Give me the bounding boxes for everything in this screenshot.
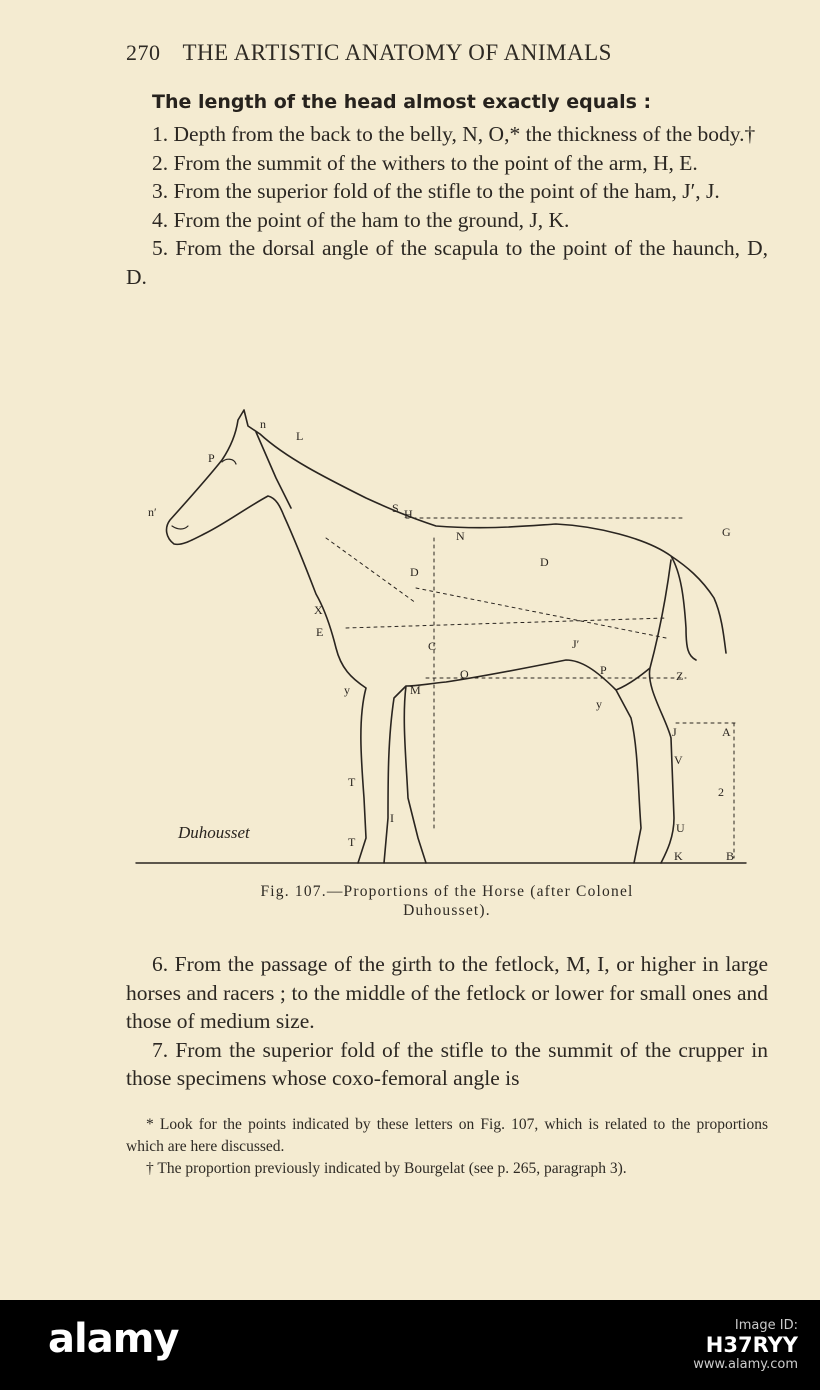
image-id-block (693, 1318, 798, 1372)
label-L: L (296, 429, 304, 443)
artist-signature: Duhousset (178, 823, 250, 842)
horse-proportions-figure (126, 398, 768, 870)
label-T: T (348, 775, 356, 789)
proportion-item-1: 1. Depth from the back to the belly, N, O,* the thickness of the body.† (152, 122, 756, 146)
label-n-prime: n′ (148, 505, 157, 519)
label-K: K (674, 849, 683, 863)
alamy-logo: alamy (48, 1316, 179, 1362)
label-J-prime: J′ (572, 637, 580, 651)
label-X: X (314, 603, 323, 617)
horse-outline (167, 410, 726, 863)
label-O: O (460, 667, 469, 681)
image-id-value: H37RYY (705, 1333, 798, 1357)
proportions-list-bottom (126, 950, 768, 1093)
proportion-item-2: 2. From the summit of the withers to the point of the arm, H, E. (152, 150, 698, 175)
ref-line-scapula-haunch (416, 588, 666, 638)
image-id-label: Image ID: (734, 1318, 798, 1333)
label-M: M (410, 683, 421, 697)
label-P2: P (600, 663, 607, 677)
proportion-item-3: 3. From the superior fold of the stifle to the point of the ham, J′, J. (152, 179, 720, 203)
label-2: 2 (718, 785, 724, 799)
label-S: S (392, 501, 399, 515)
label-B: B (726, 849, 735, 863)
caption-line-2: Duhousset). (403, 902, 491, 919)
label-H: H (404, 507, 413, 521)
stock-footer-bar (0, 1300, 820, 1390)
running-title: THE ARTISTIC ANATOMY OF ANIMALS (182, 40, 612, 65)
horse-illustration (126, 398, 768, 870)
label-A: A (722, 725, 731, 739)
caption-line-1: Fig. 107.—Proportions of the Horse (after Colonel (260, 883, 634, 900)
proportion-item-5: 5. From the dorsal angle of the scapula to the point of the haunch, D, D. (126, 236, 768, 289)
lead-heading: The length of the head almost exactly equals : (152, 91, 652, 113)
label-E: E (316, 625, 324, 639)
footnote-dagger: † The proportion previously indicated by Bourgelat (see p. 265, paragraph 3). (146, 1160, 627, 1177)
label-J: J (672, 725, 677, 739)
label-T2: T (348, 835, 356, 849)
running-head (126, 40, 706, 66)
footnotes (126, 1114, 768, 1180)
label-C: C (428, 639, 437, 653)
label-n: n (260, 417, 266, 431)
figure-caption (126, 882, 768, 920)
proportion-item-7: 7. From the superior fold of the stifle to the summit of the crupper in those specimens whose coxo-femoral angle is (126, 1037, 768, 1090)
label-y: y (344, 683, 350, 697)
label-G: G (722, 525, 731, 539)
label-Z: Z (676, 669, 684, 683)
site-url: www.alamy.com (693, 1357, 798, 1372)
label-I: I (390, 811, 394, 825)
label-P: P (208, 451, 215, 465)
label-U: U (676, 821, 685, 835)
proportions-list-top (126, 120, 768, 291)
label-D-haunch: D (540, 555, 549, 569)
label-N: N (456, 529, 465, 543)
page-number: 270 (126, 40, 161, 65)
label-D-scapula: D (410, 565, 419, 579)
proportion-item-6: 6. From the passage of the girth to the fetlock, M, I, or higher in large horses and racers ; to the middle of the fetlock or lower for small ones and those of medium size. (126, 952, 768, 1033)
footnote-asterisk: * Look for the points indicated by these letters on Fig. 107, which is related to the proportions which are here discussed. (126, 1116, 768, 1155)
label-V: V (674, 753, 683, 767)
label-y2: y (596, 697, 602, 711)
figure-labels (148, 417, 734, 863)
proportion-item-4: 4. From the point of the ham to the ground, J, K. (152, 207, 570, 232)
